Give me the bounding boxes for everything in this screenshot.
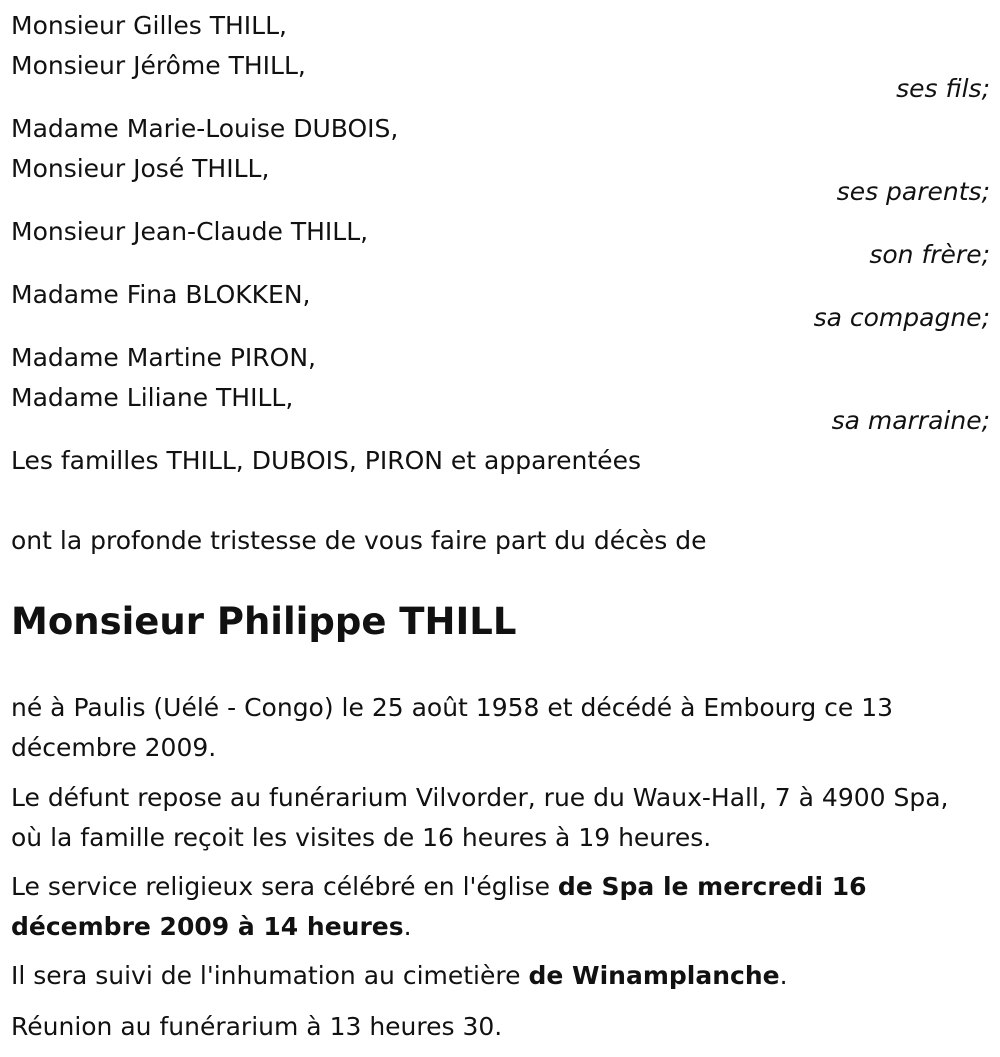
family-group-companion bbox=[11, 275, 990, 338]
service-details: de Spa le mercredi 16 décembre 2009 à 14 heures bbox=[11, 872, 867, 941]
relationship-label: sa compagne; bbox=[813, 303, 990, 332]
family-member-name: Madame Fina BLOKKEN, bbox=[11, 280, 311, 309]
burial-place: de Winamplanche bbox=[528, 961, 780, 990]
service-prefix: Le service religieux sera célébré en l'église bbox=[11, 872, 558, 901]
deceased-name: Monsieur Philippe THILL bbox=[11, 600, 517, 643]
service-suffix: . bbox=[403, 912, 412, 941]
relationship-label: ses fils; bbox=[896, 74, 990, 103]
family-member-name: Monsieur Jean-Claude THILL, bbox=[11, 217, 369, 246]
relationship-label: sa marraine; bbox=[831, 406, 990, 435]
extended-family bbox=[11, 441, 990, 481]
extended-family-text: Les familles THILL, DUBOIS, PIRON et apparentées bbox=[11, 446, 641, 475]
announcement-text: ont la profonde tristesse de vous faire part du décès de bbox=[11, 526, 707, 555]
relationship-label: ses parents; bbox=[836, 177, 990, 206]
repose-info: Le défunt repose au funérarium Vilvorder, rue du Waux-Hall, 7 à 4900 Spa, où la famille reçoit les visites de 16 heures à 19 heures. bbox=[11, 783, 949, 852]
family-member-name: Monsieur Jérôme THILL, bbox=[11, 51, 306, 80]
family-group-godmother bbox=[11, 338, 990, 441]
burial-suffix: . bbox=[779, 961, 788, 990]
family-group-parents bbox=[11, 109, 990, 212]
reunion-info: Réunion au funérarium à 13 heures 30. bbox=[11, 1012, 503, 1041]
service-info bbox=[11, 867, 950, 947]
birth-death-info: né à Paulis (Uélé - Congo) le 25 août 1958 et décédé à Embourg ce 13 décembre 2009. bbox=[11, 693, 894, 762]
announcement bbox=[11, 521, 990, 561]
relationship-label: son frère; bbox=[869, 240, 990, 269]
family-group-sons bbox=[11, 6, 990, 109]
family-member-name: Monsieur José THILL, bbox=[11, 154, 270, 183]
burial-prefix: Il sera suivi de l'inhumation au cimetière bbox=[11, 961, 529, 990]
family-member-name: Madame Martine PIRON, bbox=[11, 343, 316, 372]
family-member-name: Monsieur Gilles THILL, bbox=[11, 11, 287, 40]
family-group-brother bbox=[11, 212, 990, 275]
burial-info bbox=[11, 956, 950, 996]
family-member-name: Madame Liliane THILL, bbox=[11, 383, 294, 412]
family-member-name: Madame Marie-Louise DUBOIS, bbox=[11, 114, 399, 143]
